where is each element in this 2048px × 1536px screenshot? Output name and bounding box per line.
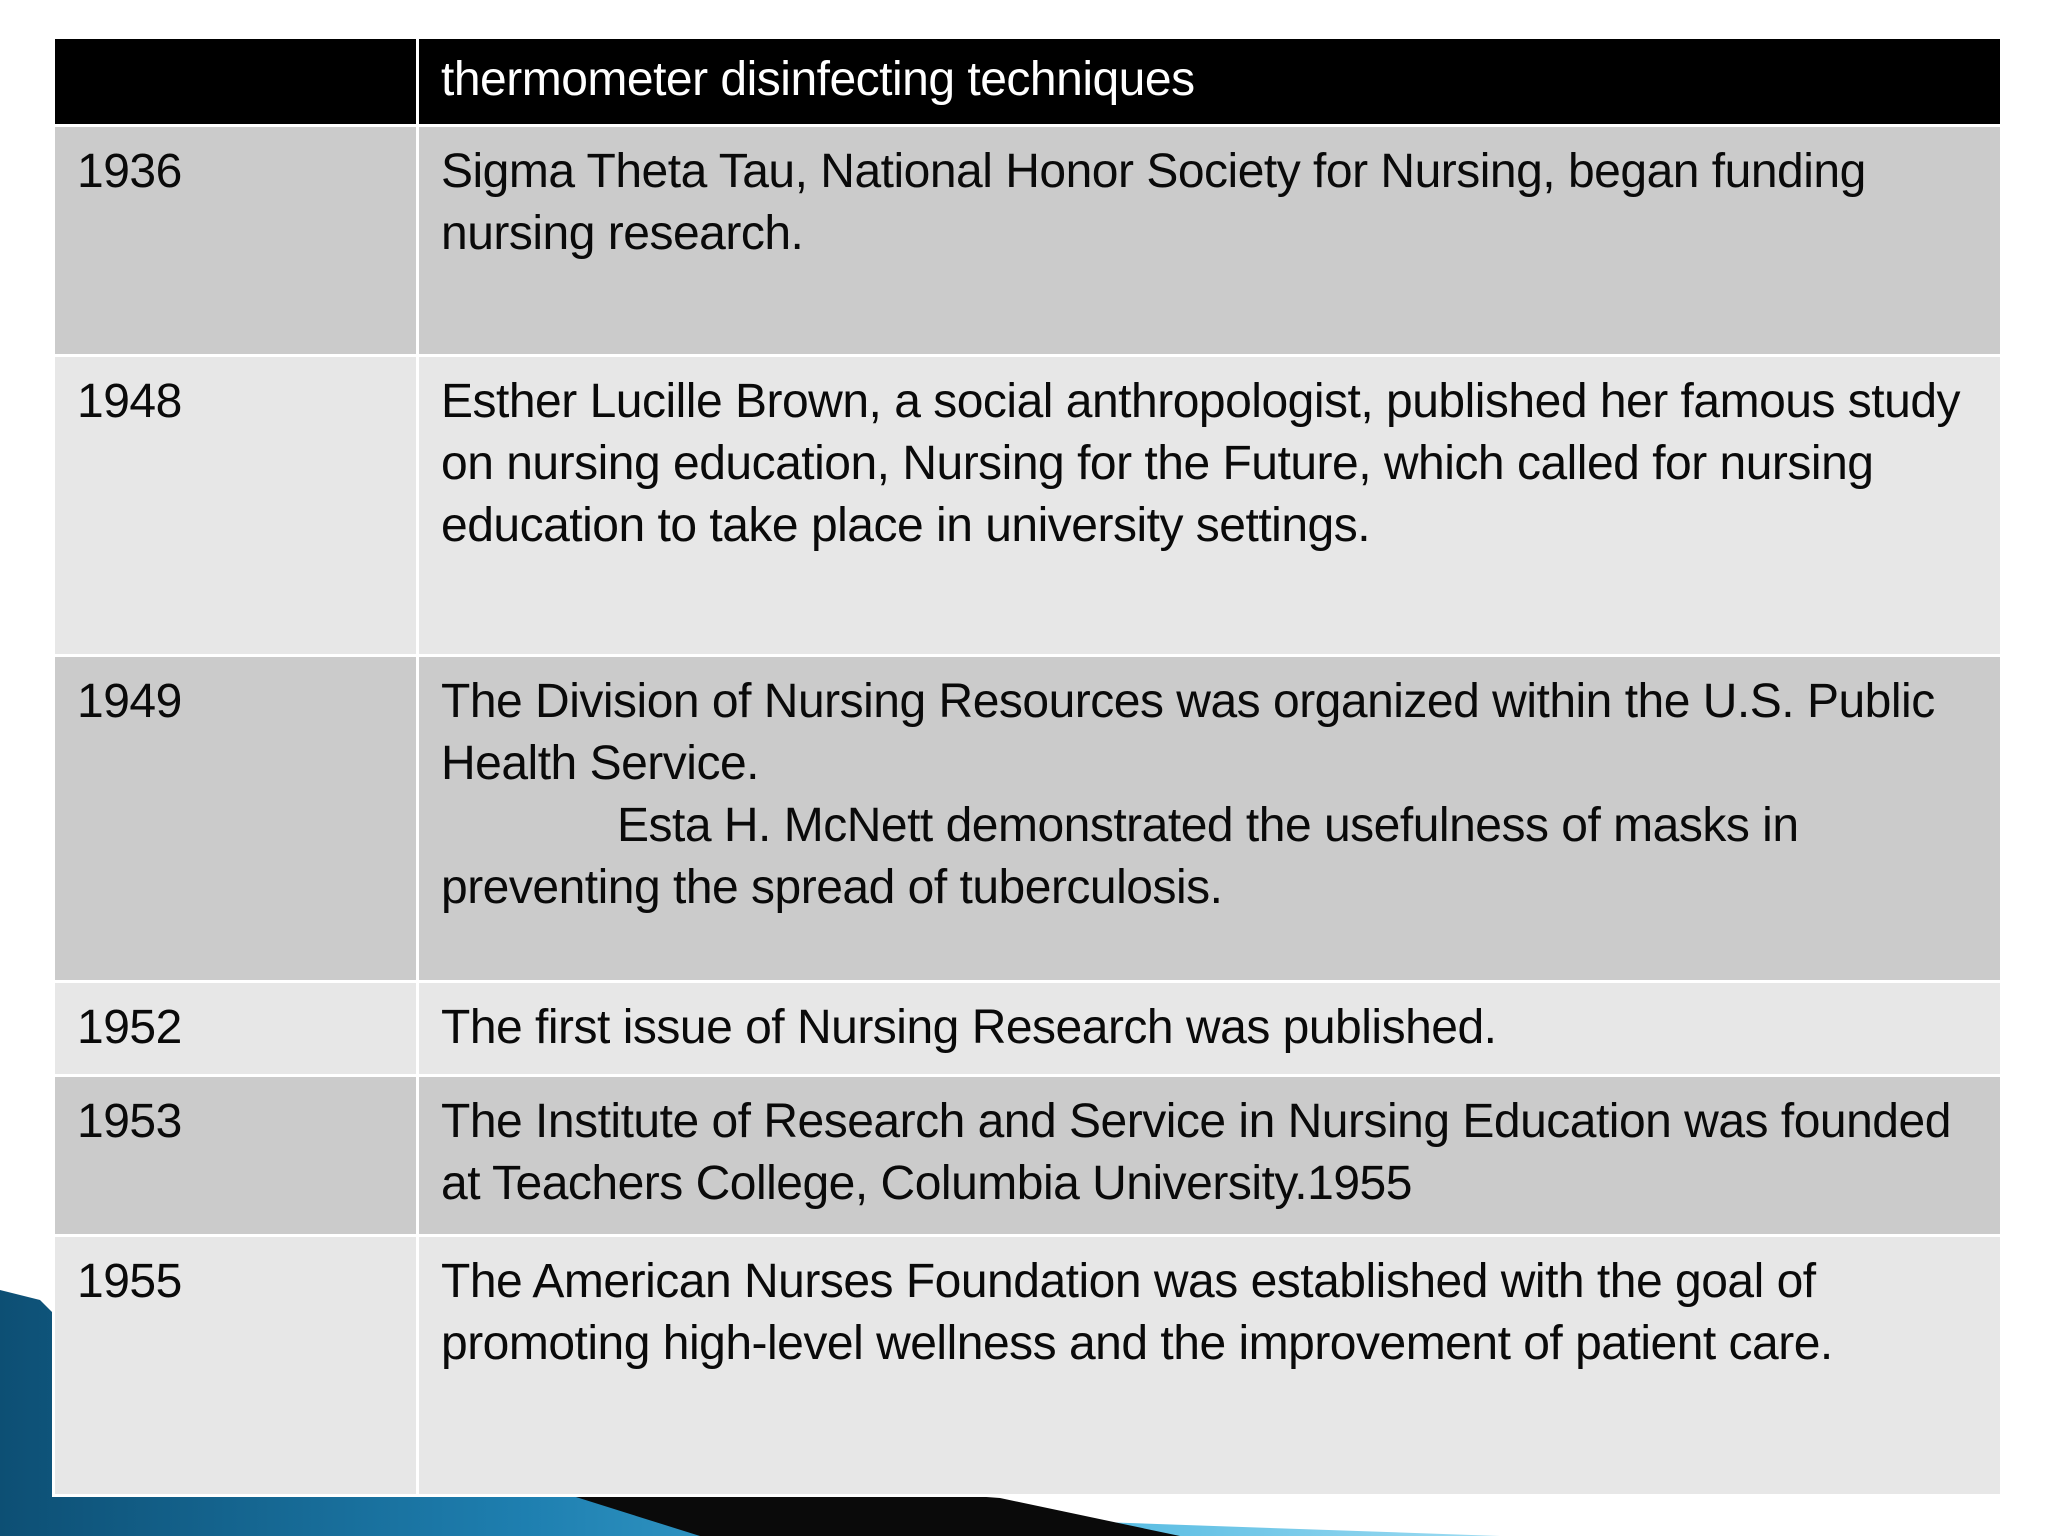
year-cell: 1953: [54, 1076, 418, 1236]
event-extra-text: Esta H. McNett demonstrated the usefulness of masks in preventing the spread of tuberculosis.: [441, 799, 1799, 914]
event-text-extra: [441, 795, 1978, 919]
year-cell: 1952: [54, 982, 418, 1076]
table-row: [54, 656, 2002, 982]
table-row: [54, 1236, 2002, 1496]
event-cell: [418, 656, 2002, 982]
header-year-cell: [54, 38, 418, 126]
table-header-row: [54, 38, 2002, 126]
year-cell: 1936: [54, 126, 418, 356]
event-text: The Division of Nursing Resources was organized within the U.S. Public Health Service.: [441, 675, 1935, 790]
table-row: [54, 126, 2002, 356]
timeline-table: [52, 36, 2003, 1497]
table-row: [54, 1076, 2002, 1236]
header-event-cell: thermometer disinfecting techniques: [418, 38, 2002, 126]
event-cell: Esther Lucille Brown, a social anthropologist, published her famous study on nursing education, Nursing for the Future, which called for nursing education to take place in university settings.: [418, 356, 2002, 656]
event-cell: The Institute of Research and Service in Nursing Education was founded at Teachers College, Columbia University.1955: [418, 1076, 2002, 1236]
year-cell: 1949: [54, 656, 418, 982]
event-cell: Sigma Theta Tau, National Honor Society for Nursing, began funding nursing research.: [418, 126, 2002, 356]
table-row: [54, 982, 2002, 1076]
table-row: [54, 356, 2002, 656]
event-cell: The first issue of Nursing Research was published.: [418, 982, 2002, 1076]
event-cell: The American Nurses Foundation was established with the goal of promoting high-level wellness and the improvement of patient care.: [418, 1236, 2002, 1496]
year-cell: 1948: [54, 356, 418, 656]
year-cell: 1955: [54, 1236, 418, 1496]
